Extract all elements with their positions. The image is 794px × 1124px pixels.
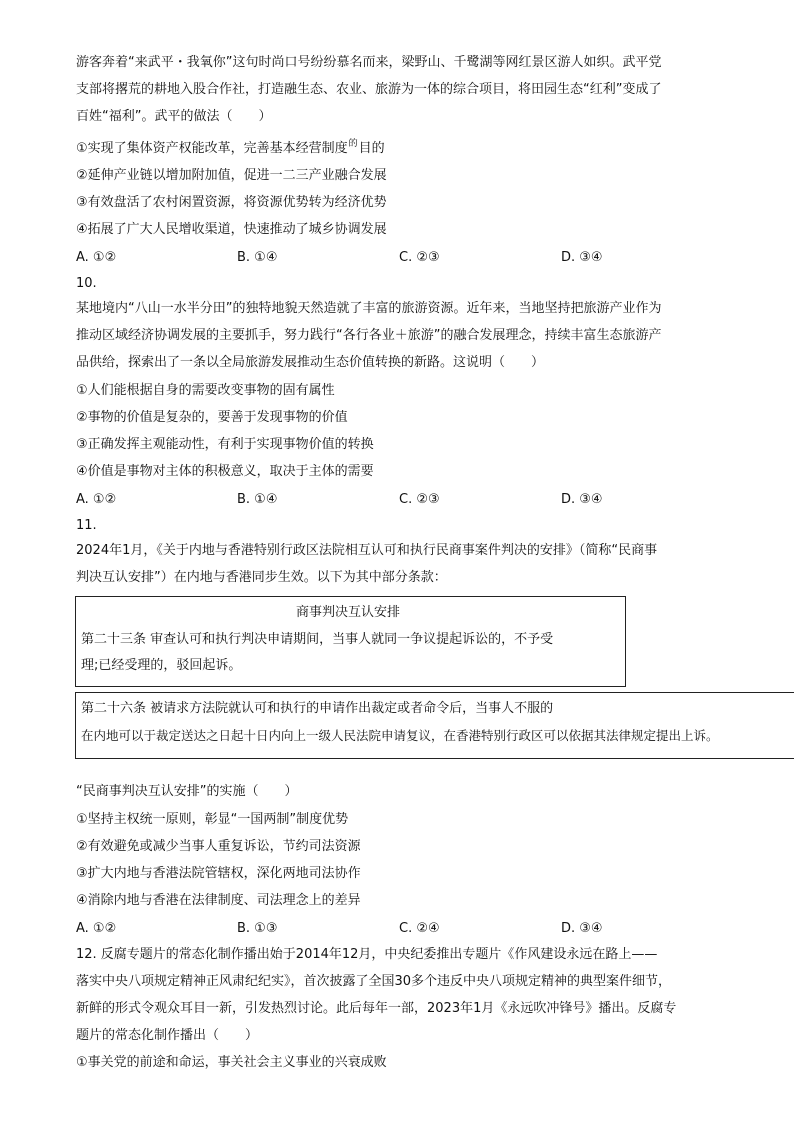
q9-item-1 xyxy=(76,140,385,159)
q11-option-a: A. ①② xyxy=(76,921,117,936)
q9-stem-line-2: 支部将撂荒的耕地入股合作社，打造融生态、农业、旅游为一体的综合项目，将田园生态“红利”变成了 xyxy=(76,82,662,97)
q11-number: 11. xyxy=(76,518,97,533)
q9-item-4: ④拓展了广大人民增收渠道，快速推动了城乡协调发展 xyxy=(76,222,387,237)
q9-stem-line-3: 百姓“福利”。武平的做法（ ） xyxy=(76,109,272,124)
q9-option-b: B. ①④ xyxy=(237,250,278,265)
article-26-line-1: 第二十六条 被请求方法院就认可和执行的申请作出裁定或者命令后，当事人不服的 xyxy=(81,701,554,716)
q9-item-2: ②延伸产业链以增加附加值，促进一二三产业融合发展 xyxy=(76,168,387,183)
q9-option-d: D. ③④ xyxy=(561,250,603,265)
q11-option-b: B. ①③ xyxy=(237,921,278,936)
q10-number: 10. xyxy=(76,276,97,291)
q10-option-d: D. ③④ xyxy=(561,492,603,507)
q10-item-4: ④价值是事物对主体的积极意义，取决于主体的需要 xyxy=(76,464,374,479)
q11-question: “民商事判决互认安排”的实施（ ） xyxy=(76,784,298,799)
q9-item-1-tail: 目的 xyxy=(358,141,385,156)
q10-item-1: ①人们能根据自身的需要改变事物的固有属性 xyxy=(76,383,335,398)
q9-stem-line-1: 游客奔着“来武平・我氧你”这句时尚口号纷纷慕名而来，梁野山、千鹭湖等网红景区游人如织。武平党 xyxy=(76,55,662,70)
q11-item-3: ③扩大内地与香港法院管辖权，深化两地司法协作 xyxy=(76,866,361,881)
q12-stem-line-2: 落实中央八项规定精神正风肃纪纪实》，首次披露了全国30多个违反中央八项规定精神的典型案件细节， xyxy=(76,974,672,989)
q12-stem-line-1: 12. 反腐专题片的常态化制作播出始于2014年12月，中央纪委推出专题片《作风建设永远在路上—— xyxy=(76,947,658,962)
box-title: 商事判决互认安排 xyxy=(296,605,401,620)
q12-item-1: ①事关党的前途和命运，事关社会主义事业的兴衰成败 xyxy=(76,1055,387,1070)
article-23-line-2: 理;已经受理的，驳回起诉。 xyxy=(81,658,242,673)
q9-item-3: ③有效盘活了农村闲置资源，将资源优势转为经济优势 xyxy=(76,195,387,210)
q11-stem-line-2: 判决互认安排”）在内地与香港同步生效。以下为其中部分条款： xyxy=(76,570,447,585)
q11-item-1: ①坚持主权统一原则，彰显“一国两制”制度优势 xyxy=(76,812,349,827)
q11-item-4: ④消除内地与香港在法律制度、司法理念上的差异 xyxy=(76,893,361,908)
article-23-line-1: 第二十三条 审查认可和执行判决申请期间，当事人就同一争议提起诉讼的，不予受 xyxy=(81,632,554,647)
q10-stem-line-2: 推动区域经济协调发展的主要抓手，努力践行“各行各业＋旅游”的融合发展理念，持续丰富生态旅游产 xyxy=(76,328,662,343)
q10-option-c: C. ②③ xyxy=(399,492,440,507)
q10-option-b: B. ①④ xyxy=(237,492,278,507)
q11-item-2: ②有效避免或减少当事人重复诉讼，节约司法资源 xyxy=(76,839,361,854)
q11-stem-line-1: 2024年1月，《关于内地与香港特别行政区法院相互认可和执行民商事案件判决的安排》（简称“民商事 xyxy=(76,543,658,558)
q9-item-1-superscript: 的 xyxy=(348,139,358,149)
q10-item-2: ②事物的价值是复杂的，要善于发现事物的价值 xyxy=(76,410,348,425)
q10-option-a: A. ①② xyxy=(76,492,117,507)
q11-option-c: C. ②④ xyxy=(399,921,440,936)
q12-stem-line-3: 新鲜的形式令观众耳目一新，引发热烈讨论。此后每年一部，2023年1月《永远吹冲锋号》播出。反腐专 xyxy=(76,1001,677,1016)
q12-stem-line-4: 题片的常态化制作播出（ ） xyxy=(76,1028,259,1043)
q9-option-c: C. ②③ xyxy=(399,250,440,265)
article-26-line-2: 在内地可以于裁定送达之日起十日内向上一级人民法院申请复议，在香港特别行政区可以依据其法律规定提出上诉。 xyxy=(81,728,719,743)
q11-option-d: D. ③④ xyxy=(561,921,603,936)
q10-stem-line-3: 品供给，探索出了一条以全局旅游发展推动生态价值转换的新路。这说明（ ） xyxy=(76,355,545,370)
q10-stem-line-1: 某地境内“八山一水半分田”的独特地貌天然造就了丰富的旅游资源。近年来，当地坚持把旅游产业作为 xyxy=(76,301,662,316)
q9-item-1-text: ①实现了集体资产权能改革，完善基本经营制度 xyxy=(76,141,348,156)
q9-option-a: A. ①② xyxy=(76,250,117,265)
q10-item-3: ③正确发挥主观能动性，有利于实现事物价值的转换 xyxy=(76,437,374,452)
